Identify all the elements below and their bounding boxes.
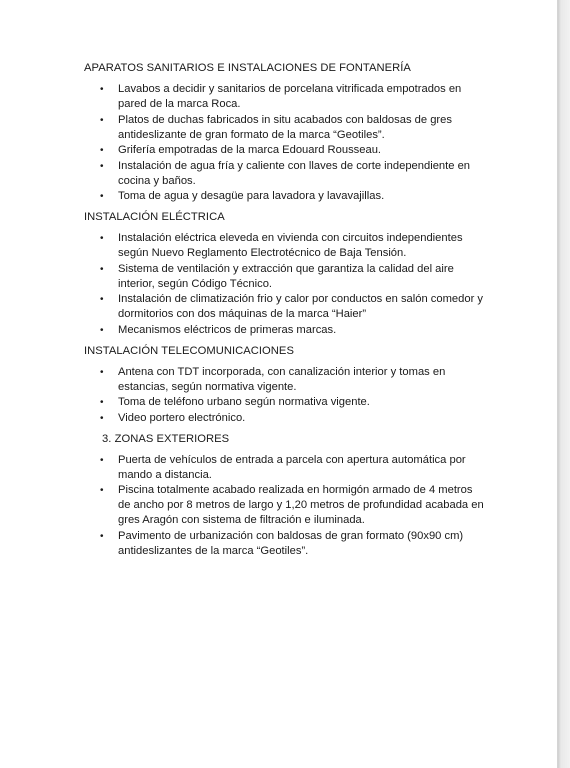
section-title-fontaneria: APARATOS SANITARIOS E INSTALACIONES DE FONTANERÍA (84, 62, 411, 74)
list-item: • Toma de agua y desagüe para lavadora y lavavajillas. (100, 190, 385, 202)
list-item: • Puerta de vehículos de entrada a parcela con apertura automática por mando a distancia. (100, 453, 466, 481)
list-item: • Instalación eléctrica eleveda en vivienda con circuitos independientes según Nuevo Reglamento Electrotécnico de Baja Tensión. (100, 232, 463, 259)
section-title-telecomunicaciones: INSTALACIÓN TELECOMUNICACIONES (84, 344, 294, 357)
list-zonas-exteriores (84, 453, 484, 559)
section-title-electrica: INSTALACIÓN ELÉCTRICA (84, 211, 225, 223)
list-item: • Video portero electrónico. (100, 411, 246, 424)
document-content (84, 61, 484, 565)
bullet-icon: • (100, 397, 104, 408)
list-telecomunicaciones (84, 365, 484, 426)
bullet-icon: • (100, 324, 104, 336)
list-item: • Pavimento de urbanización con baldosas de gran formato (90x90 cm) antideslizantes de la marca “Geotiles”. (100, 529, 464, 557)
bullet-icon: • (100, 294, 104, 305)
bullet-icon: • (100, 160, 104, 172)
bullet-icon: • (100, 366, 104, 378)
list-item: • Antena con TDT incorporada, con canalización interior y tomas en estancias, según normativa vigente. (100, 365, 446, 393)
bullet-icon: • (100, 412, 104, 424)
bullet-icon: • (100, 145, 104, 156)
list-item: • Sistema de ventilación y extracción que garantiza la calidad del aire interior, según Código Técnico. (100, 262, 454, 290)
bullet-icon: • (100, 191, 104, 202)
list-fontaneria (84, 82, 484, 204)
list-item: • Platos de duchas fabricados in situ acabados con baldosas de gres antideslizante de gran formato de la marca “Geotiles”. (100, 113, 452, 141)
bullet-icon: • (100, 84, 104, 95)
bullet-icon: • (100, 233, 104, 244)
list-item: • Grifería empotradas de la marca Edouard Rousseau. (100, 144, 382, 156)
list-item: • Instalación de climatización frio y calor por conductos en salón comedor y dormitorios con dos máquinas de la marca “Haier” (100, 293, 484, 320)
bullet-icon: • (100, 485, 104, 496)
list-item: • Instalación de agua fría y caliente con llaves de corte independiente en cocina y baños. (100, 159, 471, 187)
bullet-icon: • (100, 530, 104, 542)
list-item: • Lavabos a decidir y sanitarios de porcelana vitrificada empotrados en pared de la marca Roca. (100, 83, 462, 110)
bullet-icon: • (100, 263, 104, 275)
bullet-icon: • (100, 114, 104, 126)
list-item: • Piscina totalmente acabado realizada en hormigón armado de 4 metros de ancho por 8 metros de largo y 1,20 metros de profundidad acabada en gres Aragón con sistema de filtración e iluminada. (100, 484, 484, 526)
page-edge-shadow (557, 0, 570, 768)
section-title-zonas-exteriores: 3. ZONAS EXTERIORES (102, 432, 230, 445)
list-electrica (84, 231, 484, 338)
list-item: • Toma de teléfono urbano según normativa vigente. (100, 396, 370, 408)
bullet-icon: • (100, 454, 104, 466)
list-item: • Mecanismos eléctricos de primeras marcas. (100, 323, 337, 336)
